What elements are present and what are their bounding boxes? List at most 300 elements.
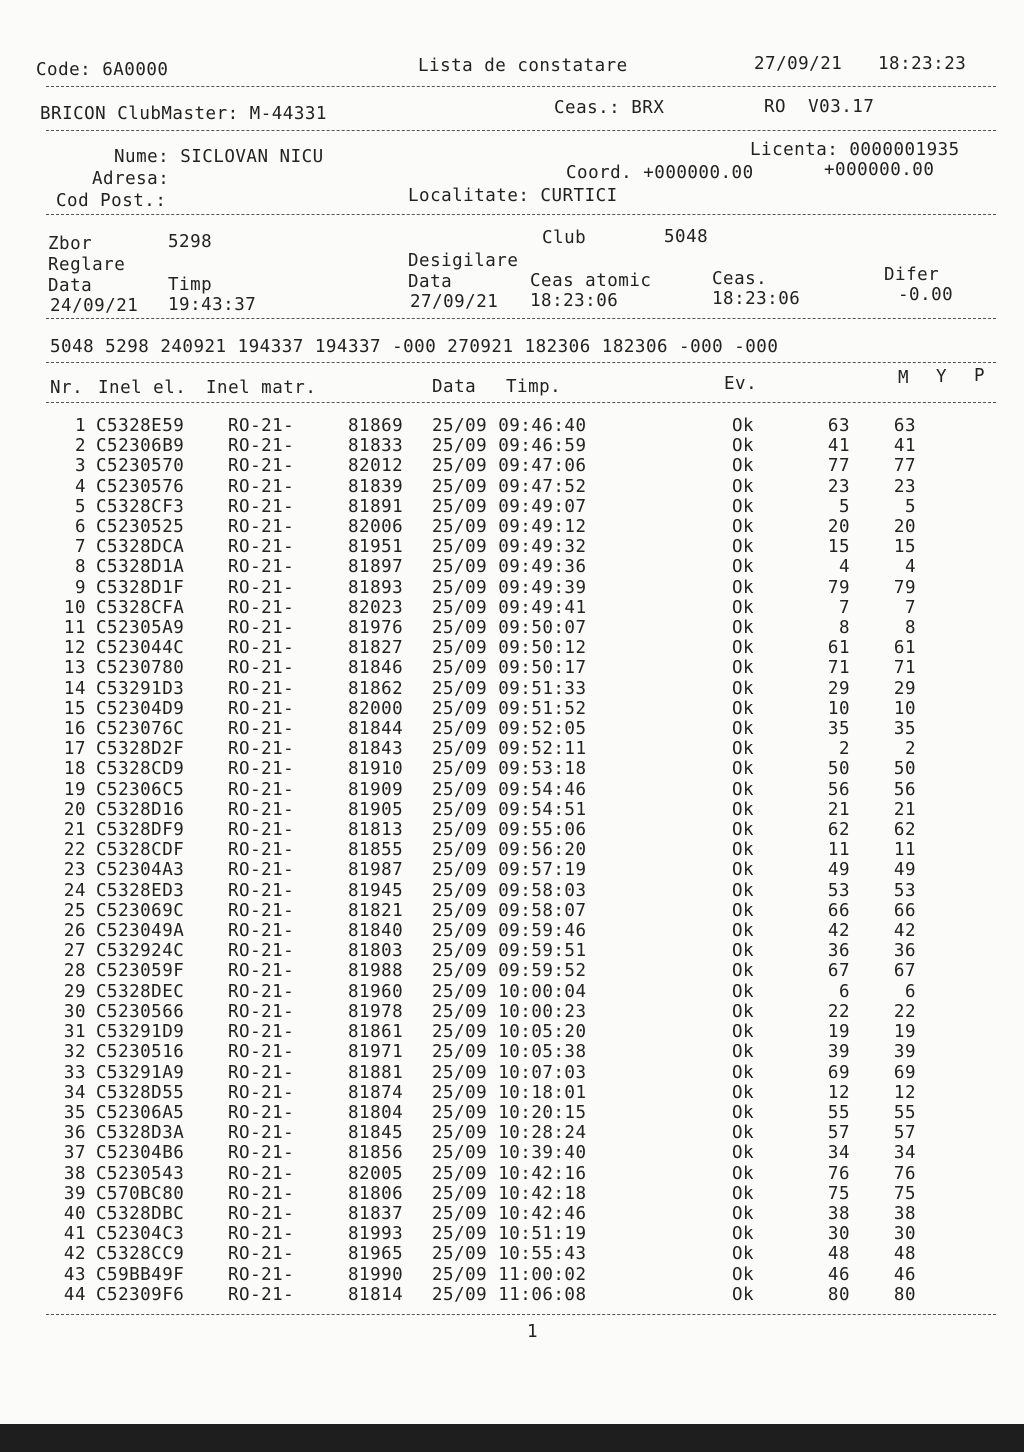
postal-code-label: Cod Post.: (56, 191, 167, 211)
row-number: 25 (63, 900, 86, 921)
ring-serial: 81827 (348, 638, 404, 659)
electronic-ring: C53291D9 (96, 1022, 185, 1043)
m-value: 79 (827, 577, 850, 598)
event-status: Ok (732, 597, 755, 618)
y-value: 49 (893, 860, 916, 881)
electronic-ring: C5328D2F (96, 739, 185, 760)
electronic-ring: C52304A3 (96, 860, 185, 881)
ring-serial: 81843 (348, 739, 404, 760)
ring-prefix: RO-21- (228, 1183, 295, 1204)
arrival-datetime: 25/09 09:50:07 (432, 618, 587, 639)
col-nr: Nr. (50, 378, 84, 398)
y-value: 30 (893, 1224, 916, 1245)
summary-code-line: 5048 5298 240921 194337 194337 -000 270921 182306 182306 -000 -000 (50, 337, 779, 357)
electronic-ring: C53291D3 (96, 678, 185, 699)
row-number: 39 (63, 1183, 86, 1204)
electronic-ring: C53291A9 (96, 1062, 185, 1083)
ring-serial: 82005 (348, 1163, 404, 1184)
table-row (56, 557, 916, 577)
row-number: 12 (63, 638, 86, 659)
electronic-ring: C5328D1F (96, 577, 185, 598)
ring-serial: 81951 (348, 537, 404, 558)
m-value: 6 (838, 981, 850, 1002)
y-value: 80 (893, 1284, 916, 1305)
ring-prefix: RO-21- (228, 1244, 295, 1265)
row-number: 13 (63, 658, 86, 679)
setting-label: Reglare (48, 255, 126, 275)
table-row (56, 1204, 916, 1224)
ring-serial: 81905 (348, 799, 404, 820)
flight-label: Zbor (48, 234, 93, 254)
event-status: Ok (732, 577, 755, 598)
event-status: Ok (732, 941, 755, 962)
electronic-ring: C523076C (96, 719, 185, 740)
table-row (56, 1042, 916, 1062)
ring-prefix: RO-21- (228, 678, 295, 699)
m-value: 71 (827, 658, 850, 679)
row-number: 11 (63, 618, 86, 639)
table-row (56, 1123, 916, 1143)
event-status: Ok (732, 1284, 755, 1305)
event-status: Ok (732, 496, 755, 517)
m-value: 39 (827, 1042, 850, 1063)
ring-prefix: RO-21- (228, 537, 295, 558)
electronic-ring: C5328CDF (96, 840, 185, 861)
event-status: Ok (732, 900, 755, 921)
event-status: Ok (732, 517, 755, 538)
y-value: 11 (893, 840, 916, 861)
m-value: 57 (827, 1123, 850, 1144)
electronic-ring: C523059F (96, 961, 185, 982)
electronic-ring: C59BB49F (96, 1264, 185, 1285)
y-value: 7 (904, 597, 916, 618)
table-row (56, 1063, 916, 1083)
event-status: Ok (732, 779, 755, 800)
arrivals-table-body (56, 416, 916, 1305)
club-number: 5048 (664, 227, 709, 247)
electronic-ring: C5328DF9 (96, 820, 185, 841)
m-value: 50 (827, 759, 850, 780)
arrival-datetime: 25/09 10:42:18 (432, 1183, 587, 1204)
ring-serial: 81833 (348, 436, 404, 457)
col-time: Timp. (506, 377, 562, 397)
table-row (56, 739, 916, 759)
ring-prefix: RO-21- (228, 1001, 295, 1022)
electronic-ring: C5328CF3 (96, 496, 185, 517)
event-status: Ok (732, 759, 755, 780)
electronic-ring: C5230576 (96, 476, 185, 497)
ring-serial: 81960 (348, 981, 404, 1002)
ring-prefix: RO-21- (228, 1123, 295, 1144)
col-ring-number: Inel matr. (206, 378, 317, 398)
arrival-datetime: 25/09 09:51:33 (432, 678, 587, 699)
electronic-ring: C5328CFA (96, 597, 185, 618)
row-number: 22 (63, 840, 86, 861)
table-row (56, 860, 916, 880)
y-value: 61 (893, 638, 916, 659)
ring-prefix: RO-21- (228, 1042, 295, 1063)
arrival-datetime: 25/09 09:53:18 (432, 759, 587, 780)
clock-type: Ceas.: BRX (554, 98, 665, 118)
y-value: 46 (893, 1264, 916, 1285)
m-value: 29 (827, 678, 850, 699)
table-row (56, 456, 916, 476)
ring-serial: 81855 (348, 840, 404, 861)
ring-prefix: RO-21- (228, 698, 295, 719)
ring-serial: 81881 (348, 1062, 404, 1083)
row-number: 10 (63, 597, 86, 618)
scan-background (0, 1424, 1024, 1452)
arrival-datetime: 25/09 09:46:59 (432, 436, 587, 457)
arrival-datetime: 25/09 09:58:03 (432, 880, 587, 901)
event-status: Ok (732, 476, 755, 497)
col-event: Ev. (724, 374, 758, 394)
ring-prefix: RO-21- (228, 921, 295, 942)
m-value: 42 (827, 921, 850, 942)
row-number: 7 (74, 537, 86, 558)
table-row (56, 638, 916, 658)
clock-time: 18:23:06 (712, 289, 801, 309)
ring-serial: 81869 (348, 416, 404, 436)
table-row (56, 1143, 916, 1163)
electronic-ring: C5328ED3 (96, 880, 185, 901)
ring-serial: 81862 (348, 678, 404, 699)
event-status: Ok (732, 1183, 755, 1204)
ring-prefix: RO-21- (228, 961, 295, 982)
ring-prefix: RO-21- (228, 476, 295, 497)
electronic-ring: C52305A9 (96, 618, 185, 639)
event-status: Ok (732, 1082, 755, 1103)
event-status: Ok (732, 638, 755, 659)
col-electronic-ring: Inel el. (98, 378, 187, 398)
y-value: 69 (893, 1062, 916, 1083)
y-value: 67 (893, 961, 916, 982)
ring-serial: 81846 (348, 658, 404, 679)
coordinates: Coord. +000000.00 (566, 163, 754, 183)
ring-serial: 81909 (348, 779, 404, 800)
coordinates-second: +000000.00 (824, 160, 935, 180)
report-time: 18:23:23 (878, 54, 967, 74)
ring-prefix: RO-21- (228, 941, 295, 962)
arrival-datetime: 25/09 09:59:51 (432, 941, 587, 962)
event-status: Ok (732, 840, 755, 861)
y-value: 79 (893, 577, 916, 598)
table-row (56, 759, 916, 779)
m-value: 41 (827, 436, 850, 457)
event-status: Ok (732, 618, 755, 639)
ring-serial: 81965 (348, 1244, 404, 1265)
row-number: 40 (63, 1203, 86, 1224)
arrival-datetime: 25/09 09:59:46 (432, 921, 587, 942)
electronic-ring: C5230543 (96, 1163, 185, 1184)
row-number: 5 (74, 496, 86, 517)
row-number: 3 (74, 456, 86, 477)
y-value: 71 (893, 658, 916, 679)
electronic-ring: C52306B9 (96, 436, 185, 457)
m-value: 10 (827, 698, 850, 719)
electronic-ring: C5230516 (96, 1042, 185, 1063)
table-row (56, 1224, 916, 1244)
m-value: 46 (827, 1264, 850, 1285)
col-y: Y (936, 367, 948, 387)
ring-serial: 81893 (348, 577, 404, 598)
row-number: 42 (63, 1244, 86, 1265)
difference-label: Difer (884, 265, 940, 285)
ring-serial: 81987 (348, 860, 404, 881)
ring-serial: 81839 (348, 476, 404, 497)
row-number: 35 (63, 1102, 86, 1123)
row-number: 43 (63, 1264, 86, 1285)
ring-prefix: RO-21- (228, 860, 295, 881)
m-value: 80 (827, 1284, 850, 1305)
arrival-datetime: 25/09 09:50:17 (432, 658, 587, 679)
event-status: Ok (732, 921, 755, 942)
row-number: 26 (63, 921, 86, 942)
row-number: 34 (63, 1082, 86, 1103)
event-status: Ok (732, 698, 755, 719)
y-value: 22 (893, 1001, 916, 1022)
arrival-datetime: 25/09 09:49:39 (432, 577, 587, 598)
col-date: Data (432, 377, 477, 397)
m-value: 61 (827, 638, 850, 659)
ring-prefix: RO-21- (228, 719, 295, 740)
divider (46, 318, 996, 319)
y-value: 41 (893, 436, 916, 457)
table-row (56, 719, 916, 739)
divider (46, 402, 996, 403)
setting-date-label: Data (48, 276, 93, 296)
m-value: 76 (827, 1163, 850, 1184)
m-value: 63 (827, 416, 850, 436)
ring-prefix: RO-21- (228, 1264, 295, 1285)
ring-prefix: RO-21- (228, 1143, 295, 1164)
electronic-ring: C52304D9 (96, 698, 185, 719)
ring-prefix: RO-21- (228, 456, 295, 477)
table-row (56, 1002, 916, 1022)
m-value: 2 (838, 739, 850, 760)
ring-serial: 81988 (348, 961, 404, 982)
m-value: 21 (827, 799, 850, 820)
event-status: Ok (732, 739, 755, 760)
club-label: Club (542, 228, 587, 248)
table-row (56, 901, 916, 921)
arrival-datetime: 25/09 09:56:20 (432, 840, 587, 861)
m-value: 56 (827, 779, 850, 800)
arrival-datetime: 25/09 09:54:51 (432, 799, 587, 820)
arrival-datetime: 25/09 09:47:06 (432, 456, 587, 477)
table-row (56, 780, 916, 800)
event-status: Ok (732, 1022, 755, 1043)
event-status: Ok (732, 557, 755, 578)
event-status: Ok (732, 1102, 755, 1123)
electronic-ring: C5230566 (96, 1001, 185, 1022)
electronic-ring: C5328D55 (96, 1082, 185, 1103)
event-status: Ok (732, 880, 755, 901)
m-value: 5 (838, 496, 850, 517)
m-value: 48 (827, 1244, 850, 1265)
y-value: 35 (893, 719, 916, 740)
y-value: 34 (893, 1143, 916, 1164)
m-value: 19 (827, 1022, 850, 1043)
table-row (56, 941, 916, 961)
arrival-datetime: 25/09 09:59:52 (432, 961, 587, 982)
electronic-ring: C5328CC9 (96, 1244, 185, 1265)
row-number: 32 (63, 1042, 86, 1063)
row-number: 29 (63, 981, 86, 1002)
ring-prefix: RO-21- (228, 1062, 295, 1083)
y-value: 56 (893, 779, 916, 800)
m-value: 34 (827, 1143, 850, 1164)
address-label: Adresa: (92, 169, 170, 189)
y-value: 15 (893, 537, 916, 558)
locality: Localitate: CURTICI (408, 186, 618, 206)
arrival-datetime: 25/09 09:49:12 (432, 517, 587, 538)
ring-serial: 81861 (348, 1022, 404, 1043)
m-value: 38 (827, 1203, 850, 1224)
report-date: 27/09/21 (754, 54, 843, 74)
arrival-datetime: 25/09 11:00:02 (432, 1264, 587, 1285)
arrival-datetime: 25/09 09:51:52 (432, 698, 587, 719)
ring-prefix: RO-21- (228, 1224, 295, 1245)
event-status: Ok (732, 1203, 755, 1224)
electronic-ring: C5328D16 (96, 799, 185, 820)
arrival-datetime: 25/09 10:05:20 (432, 1022, 587, 1043)
table-row (56, 679, 916, 699)
arrivals-table (56, 416, 916, 1305)
report-code: Code: 6A0000 (36, 60, 169, 80)
row-number: 8 (74, 557, 86, 578)
ring-prefix: RO-21- (228, 658, 295, 679)
y-value: 4 (904, 557, 916, 578)
event-status: Ok (732, 961, 755, 982)
ring-prefix: RO-21- (228, 820, 295, 841)
divider (46, 214, 996, 215)
m-value: 22 (827, 1001, 850, 1022)
row-number: 23 (63, 860, 86, 881)
row-number: 41 (63, 1224, 86, 1245)
ring-serial: 81990 (348, 1264, 404, 1285)
divider (46, 362, 996, 363)
arrival-datetime: 25/09 10:00:23 (432, 1001, 587, 1022)
arrival-datetime: 25/09 09:47:52 (432, 476, 587, 497)
ring-prefix: RO-21- (228, 880, 295, 901)
ring-serial: 81891 (348, 496, 404, 517)
device-name: BRICON ClubMaster: M-44331 (40, 104, 327, 124)
m-value: 12 (827, 1082, 850, 1103)
report-title: Lista de constatare (418, 56, 628, 76)
table-row (56, 1184, 916, 1204)
table-row (56, 517, 916, 537)
event-status: Ok (732, 456, 755, 477)
row-number: 15 (63, 698, 86, 719)
event-status: Ok (732, 981, 755, 1002)
electronic-ring: C5328DEC (96, 981, 185, 1002)
table-row (56, 1022, 916, 1042)
electronic-ring: C5230525 (96, 517, 185, 538)
m-value: 23 (827, 476, 850, 497)
electronic-ring: C5328DCA (96, 537, 185, 558)
table-row (56, 658, 916, 678)
ring-serial: 81844 (348, 719, 404, 740)
electronic-ring: C5328CD9 (96, 759, 185, 780)
ring-prefix: RO-21- (228, 840, 295, 861)
electronic-ring: C523044C (96, 638, 185, 659)
event-status: Ok (732, 719, 755, 740)
ring-serial: 81804 (348, 1102, 404, 1123)
ring-prefix: RO-21- (228, 597, 295, 618)
table-row (56, 1103, 916, 1123)
license-number: Licenta: 0000001935 (750, 140, 960, 160)
y-value: 76 (893, 1163, 916, 1184)
row-number: 20 (63, 799, 86, 820)
electronic-ring: C5328E59 (96, 416, 185, 436)
m-value: 20 (827, 517, 850, 538)
m-value: 75 (827, 1183, 850, 1204)
y-value: 62 (893, 820, 916, 841)
col-p: P (974, 366, 986, 386)
arrival-datetime: 25/09 09:49:36 (432, 557, 587, 578)
y-value: 10 (893, 698, 916, 719)
y-value: 8 (904, 618, 916, 639)
arrival-datetime: 25/09 09:52:11 (432, 739, 587, 760)
y-value: 63 (893, 416, 916, 436)
flight-number: 5298 (168, 232, 213, 252)
ring-prefix: RO-21- (228, 557, 295, 578)
y-value: 5 (904, 496, 916, 517)
row-number: 44 (63, 1284, 86, 1305)
ring-serial: 82012 (348, 456, 404, 477)
clock-label: Ceas. (712, 269, 768, 289)
table-row (56, 1265, 916, 1285)
m-value: 4 (838, 557, 850, 578)
y-value: 53 (893, 880, 916, 901)
event-status: Ok (732, 1042, 755, 1063)
ring-serial: 81897 (348, 557, 404, 578)
row-number: 1 (74, 416, 86, 436)
setting-time: 19:43:37 (168, 295, 257, 315)
arrival-datetime: 25/09 10:42:46 (432, 1203, 587, 1224)
divider (46, 1314, 996, 1315)
ring-serial: 82000 (348, 698, 404, 719)
row-number: 17 (63, 739, 86, 760)
y-value: 38 (893, 1203, 916, 1224)
y-value: 21 (893, 799, 916, 820)
y-value: 75 (893, 1183, 916, 1204)
ring-prefix: RO-21- (228, 1022, 295, 1043)
event-status: Ok (732, 1244, 755, 1265)
table-row (56, 537, 916, 557)
row-number: 9 (74, 577, 86, 598)
row-number: 33 (63, 1062, 86, 1083)
y-value: 50 (893, 759, 916, 780)
electronic-ring: C5328DBC (96, 1203, 185, 1224)
table-row (56, 1285, 916, 1305)
ring-prefix: RO-21- (228, 496, 295, 517)
m-value: 53 (827, 880, 850, 901)
ring-serial: 81976 (348, 618, 404, 639)
row-number: 27 (63, 941, 86, 962)
ring-serial: 81978 (348, 1001, 404, 1022)
row-number: 30 (63, 1001, 86, 1022)
electronic-ring: C52306C5 (96, 779, 185, 800)
electronic-ring: C52304C3 (96, 1224, 185, 1245)
arrival-datetime: 25/09 10:42:16 (432, 1163, 587, 1184)
y-value: 23 (893, 476, 916, 497)
arrival-datetime: 25/09 11:06:08 (432, 1284, 587, 1305)
arrival-datetime: 25/09 09:49:32 (432, 537, 587, 558)
ring-prefix: RO-21- (228, 1102, 295, 1123)
y-value: 57 (893, 1123, 916, 1144)
